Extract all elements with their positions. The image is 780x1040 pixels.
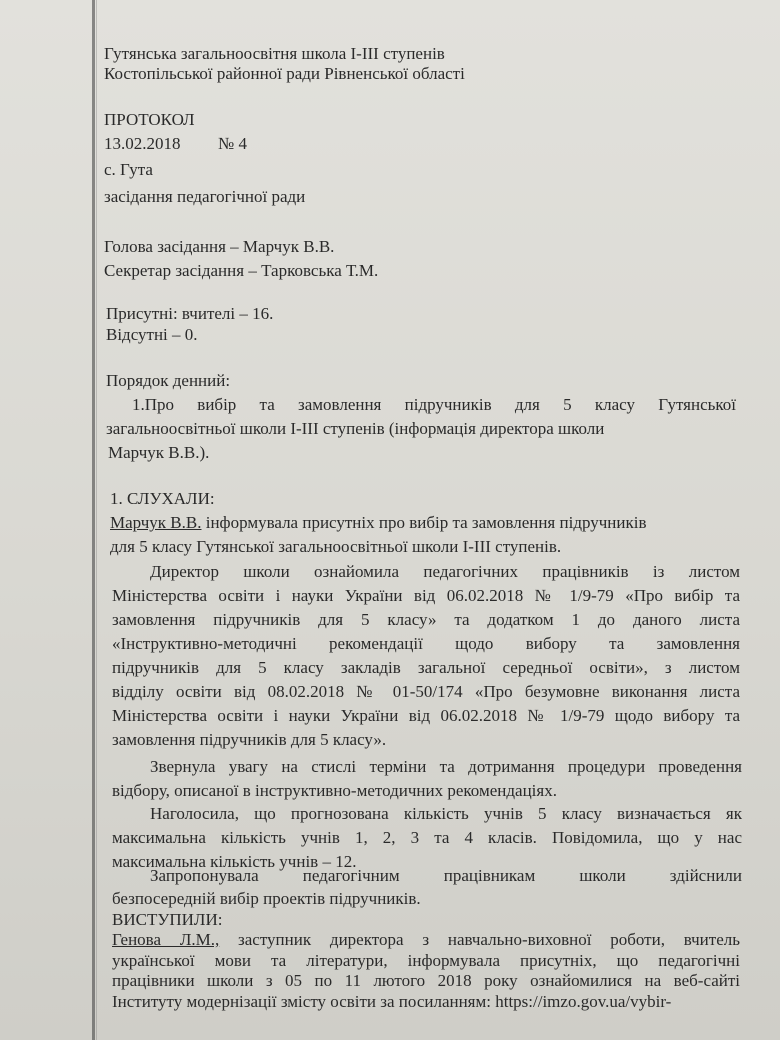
heard-line-1-rest: інформувала присутніх про вибір та замовлення підручників <box>201 513 647 532</box>
meeting-type: засідання педагогічної ради <box>104 187 306 206</box>
protocol-number: № 4 <box>218 134 247 153</box>
agenda-item-line-1: 1.Про вибір та замовлення підручників для 5 класу Гутянської <box>132 395 736 414</box>
p3-line-1: Наголосила, що прогнозована кількість учнів 5 класу визначається як <box>150 804 742 823</box>
p1-line-1: Директор школи ознайомила педагогічних працівників із листом <box>150 562 740 581</box>
spoke-title: ВИСТУПИЛИ: <box>112 910 223 929</box>
protocol-title: ПРОТОКОЛ <box>104 110 195 129</box>
p2-line-1: Звернула увагу на стислі терміни та дотримання процедури проведення <box>150 757 742 776</box>
spoke-line-4: Інституту модернізації змісту освіти за посиланням: https://imzo.gov.ua/vybir- <box>112 992 672 1011</box>
p4-line-1: Запропонувала педагогічним працівникам школи здійснили <box>150 866 742 885</box>
p1-line-4: «Інструктивно-методичні рекомендації щодо вибору та замовлення <box>112 634 740 653</box>
agenda-item-line-2: загальноосвітньої школи І-ІІІ ступенів (інформація директора школи <box>106 419 605 438</box>
secretary: Секретар засідання – Тарковська Т.М. <box>104 261 379 280</box>
heard-speaker: Марчук В.В. <box>110 513 202 532</box>
p1-line-2: Міністерства освіти і науки України від 06.02.2018 № 1/9-79 «Про вибір та <box>112 586 740 605</box>
heard-line-2: для 5 класу Гутянської загальноосвітньої школи І-ІІІ ступенів. <box>110 537 562 556</box>
page-fold <box>92 0 95 1040</box>
absent: Відсутні – 0. <box>106 325 198 344</box>
p2-line-2: відбору, описаної в інструктивно-методичних рекомендаціях. <box>112 781 557 800</box>
p1-line-5: підручників для 5 класу закладів загальної середньої освіти», з листом <box>112 658 740 677</box>
p4-line-2: безпосередній вибір проектів підручників. <box>112 889 421 908</box>
agenda-title: Порядок денний: <box>106 371 231 390</box>
council-name: Костопільської районної ради Рівненської області <box>104 64 465 83</box>
agenda-item-line-3: Марчук В.В.). <box>108 443 210 462</box>
p1-line-7: Міністерства освіти і науки України від 06.02.2018 № 1/9-79 щодо вибору та <box>112 706 740 725</box>
protocol-place: с. Гута <box>104 160 153 179</box>
p1-line-6: відділу освіти від 08.02.2018 № 01-50/174 «Про безумовне виконання листа <box>112 682 740 701</box>
present: Присутні: вчителі – 16. <box>106 304 274 323</box>
p1-line-8: замовлення підручників для 5 класу». <box>112 730 387 749</box>
protocol-date: 13.02.2018 <box>104 134 181 153</box>
spoke-line-1 <box>112 930 740 950</box>
p1-line-3: замовлення підручників для 5 класу» та додатком 1 до даного листа <box>112 610 740 629</box>
chair: Голова засідання – Марчук В.В. <box>104 237 335 256</box>
p3-line-3: максимальна кількість учнів – 12. <box>112 852 357 871</box>
spoke-line-1-rest: заступник директора з навчально-виховної роботи, вчитель <box>219 930 740 949</box>
page-fold-shadow <box>96 0 97 1040</box>
spoke-line-2: української мови та літератури, інформувала присутніх, що педагогічні <box>112 951 740 970</box>
p3-line-2: максимальна кількість учнів 1, 2, 3 та 4 класів. Повідомила, що у нас <box>112 828 742 847</box>
heard-title: 1. СЛУХАЛИ: <box>110 489 215 508</box>
school-name: Гутянська загальноосвітня школа І-ІІІ ступенів <box>104 44 445 63</box>
heard-line-1 <box>110 513 647 533</box>
spoke-speaker: Генова Л.М., <box>112 930 220 949</box>
spoke-line-3: працівники школи з 05 по 11 лютого 2018 року ознайомилися на веб-сайті <box>112 971 740 990</box>
